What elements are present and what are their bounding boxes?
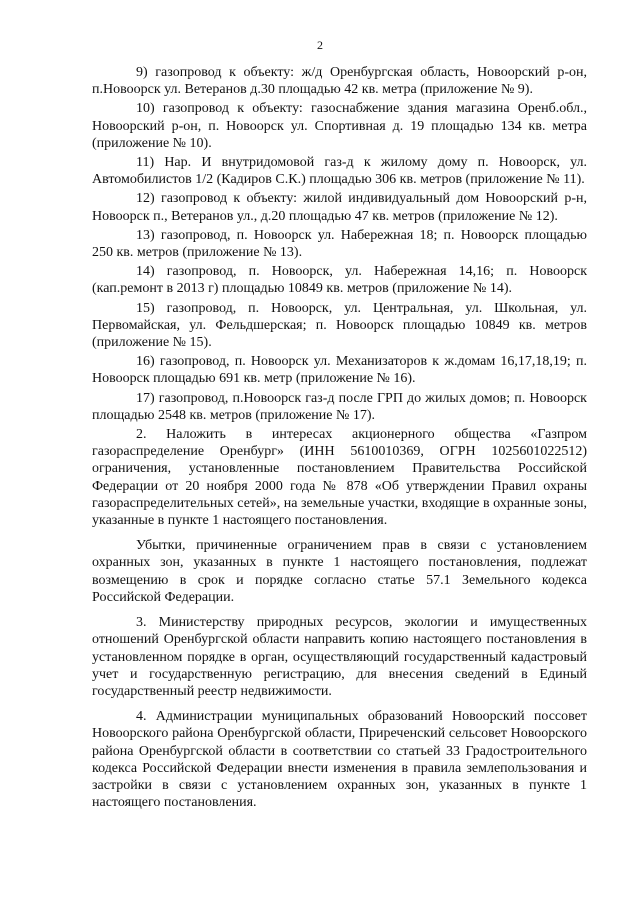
list-item-9: 9) газопровод к объекту: ж/д Оренбургская область, Новоорский р-он, п.Новоорск ул. Ветеранов д.30 площадью 42 кв. метра (приложение № 9).	[92, 65, 587, 98]
damages-paragraph: Убытки, причиненные ограничением прав в связи с установлением охранных зон, указанных в пункте 1 настоящего постановления, подлежат возмещению в срок и порядке согласно статье 57.1 Земельного кодекса Российской Федерации.	[92, 538, 587, 605]
list-item-11: 11) Нар. И внутридомовой газ-д к жилому дому п. Новоорск, ул. Автомобилистов 1/2 (Кадиров С.К.) площадью 306 кв. метров (приложение № 11).	[92, 155, 587, 188]
list-item-17: 17) газопровод, п.Новоорск газ-д после ГРП до жилых домов; п. Новоорск площадью 2548 кв. метров (приложение № 17).	[92, 390, 587, 423]
clause-4-paragraph: 4. Администрации муниципальных образований Новоорский поссовет Новоорского района Оренбургской области, Приреченский сельсовет Новоорского района Оренбургской области в соответствии со статьей 33 Градостроительного кодекса Российской Федерации внести изменения в правила землепользования и застройки в связи с установлением охранных зон, указанных в пункте 1 настоящего постановления.	[92, 709, 587, 811]
list-item-15: 15) газопровод, п. Новоорск, ул. Центральная, ул. Школьная, ул. Первомайская, ул. Фельдшерская; п. Новоорск площадью 10849 кв. метров (приложение № 15).	[92, 300, 587, 351]
page-number: 2	[317, 38, 323, 52]
list-item-13: 13) газопровод, п. Новоорск ул. Набережная 18; п. Новоорск площадью 250 кв. метров (приложение № 13).	[92, 227, 587, 261]
list-item-12: 12) газопровод к объекту: жилой индивидуальный дом Новоорский р-н, Новоорск п., Ветеранов ул., д.20 площадью 47 кв. метров (приложение № 12).	[92, 191, 587, 224]
document-body	[92, 64, 587, 813]
clause-3-paragraph: 3. Министерству природных ресурсов, экологии и имущественных отношений Оренбургской области направить копию настоящего постановления в установленном порядке в орган, осуществляющий государственный кадастровый учет и государственную регистрацию, для внесения сведений в Единый государственный реестр недвижимости.	[92, 615, 587, 699]
clause-2-paragraph: 2. Наложить в интересах акционерного общества «Газпром газораспределение Оренбург» (ИНН 5610010369, ОГРН 1025601022512) ограничения, установленные постановлением Правительства Российской Федерации от 20 ноября 2000 года № 878 «Об утверждении Правил охраны газораспределительных сетей», на земельные участки, входящие в охранные зоны, указанные в пункте 1 настоящего постановления.	[92, 427, 587, 529]
list-item-10: 10) газопровод к объекту: газоснабжение здания магазина Оренб.обл., Новоорский р-он, п. Новоорск ул. Спортивная д. 19 площадью 134 кв. метра (приложение № 10).	[92, 101, 587, 151]
list-item-14: 14) газопровод, п. Новоорск, ул. Набережная 14,16; п. Новоорск (кап.ремонт в 2013 г) площадью 10849 кв. метров (приложение № 14).	[92, 264, 587, 297]
list-item-16: 16) газопровод, п. Новоорск ул. Механизаторов к ж.домам 16,17,18,19; п. Новоорск площадью 691 кв. метр (приложение № 16).	[92, 354, 587, 387]
